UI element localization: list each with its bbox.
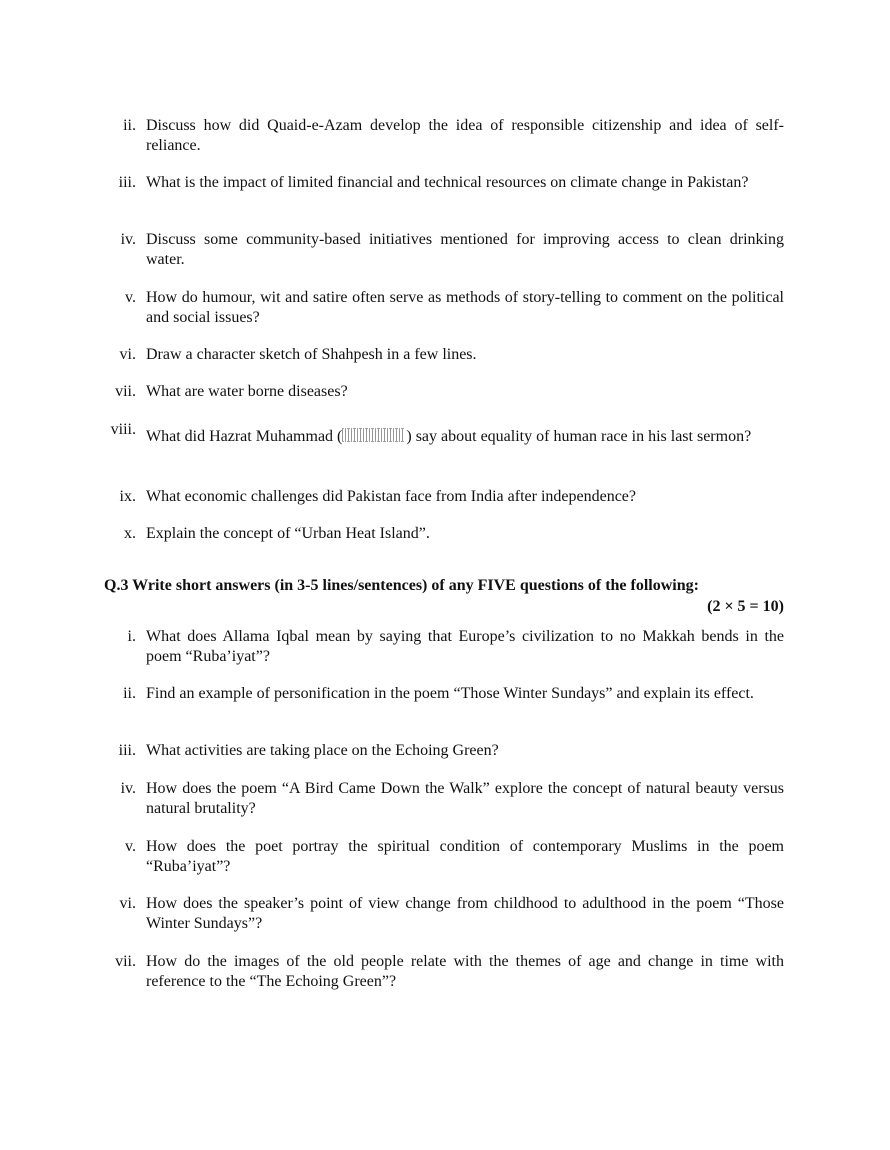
question-number: v. <box>125 289 136 306</box>
question-text: How does the speaker’s point of view change from childhood to adulthood in the poem “Those Winter Sundays”? <box>146 895 784 932</box>
question-text <box>146 426 784 448</box>
question-number: viii. <box>110 421 136 438</box>
question-text: What activities are taking place on the Echoing Green? <box>146 742 499 759</box>
question-number: iv. <box>120 780 136 797</box>
question-text: What economic challenges did Pakistan face from India after independence? <box>146 488 636 505</box>
question-number: ix. <box>119 488 136 505</box>
question-text: How does the poem “A Bird Came Down the Walk” explore the concept of natural beauty versus natural brutality? <box>146 780 784 817</box>
question-text: How do humour, wit and satire often serve as methods of story-telling to comment on the political and social issues? <box>146 289 784 326</box>
question-number: iii. <box>118 174 136 191</box>
calligraphy-glyph-icon <box>342 428 404 442</box>
question-text: What does Allama Iqbal mean by saying that Europe’s civilization to no Makkah bends in the poem “Ruba’iyat”? <box>146 628 784 665</box>
question-text: What is the impact of limited financial and technical resources on climate change in Pakistan? <box>146 174 749 191</box>
question-text: Draw a character sketch of Shahpesh in a few lines. <box>146 346 477 363</box>
question-text: Discuss how did Quaid-e-Azam develop the idea of responsible citizenship and idea of self-reliance. <box>146 117 784 154</box>
question-text: What are water borne diseases? <box>146 383 348 400</box>
question-text: Discuss some community-based initiatives mentioned for improving access to clean drinking water. <box>146 231 784 268</box>
question-number: vi. <box>119 895 136 912</box>
question-text: Explain the concept of “Urban Heat Island”. <box>146 525 430 542</box>
question-text-part: ) say about equality of human race in his last sermon? <box>406 428 752 445</box>
question-number: vi. <box>119 346 136 363</box>
question-text: How do the images of the old people relate with the themes of age and change in time with reference to the “The Echoing Green”? <box>146 953 784 990</box>
question-number: ii. <box>123 117 136 134</box>
question-number: i. <box>127 628 136 645</box>
question-text-part: What did Hazrat Muhammad ( <box>146 428 343 445</box>
question-number: vii. <box>115 383 136 400</box>
section-marks-q3: (2 × 5 = 10) <box>707 598 784 615</box>
question-number: ii. <box>123 685 136 702</box>
section-heading-q3: Q.3 Write short answers (in 3-5 lines/sentences) of any FIVE questions of the following: <box>104 577 699 594</box>
question-number: vii. <box>115 953 136 970</box>
question-text: How does the poet portray the spiritual condition of contemporary Muslims in the poem “Ruba’iyat”? <box>146 838 784 875</box>
arabic-honorific-icon <box>342 428 406 442</box>
question-number: v. <box>125 838 136 855</box>
question-number: iii. <box>118 742 136 759</box>
question-text: Find an example of personification in the poem “Those Winter Sundays” and explain its effect. <box>146 685 754 702</box>
question-number: x. <box>124 525 136 542</box>
question-number: iv. <box>120 231 136 248</box>
